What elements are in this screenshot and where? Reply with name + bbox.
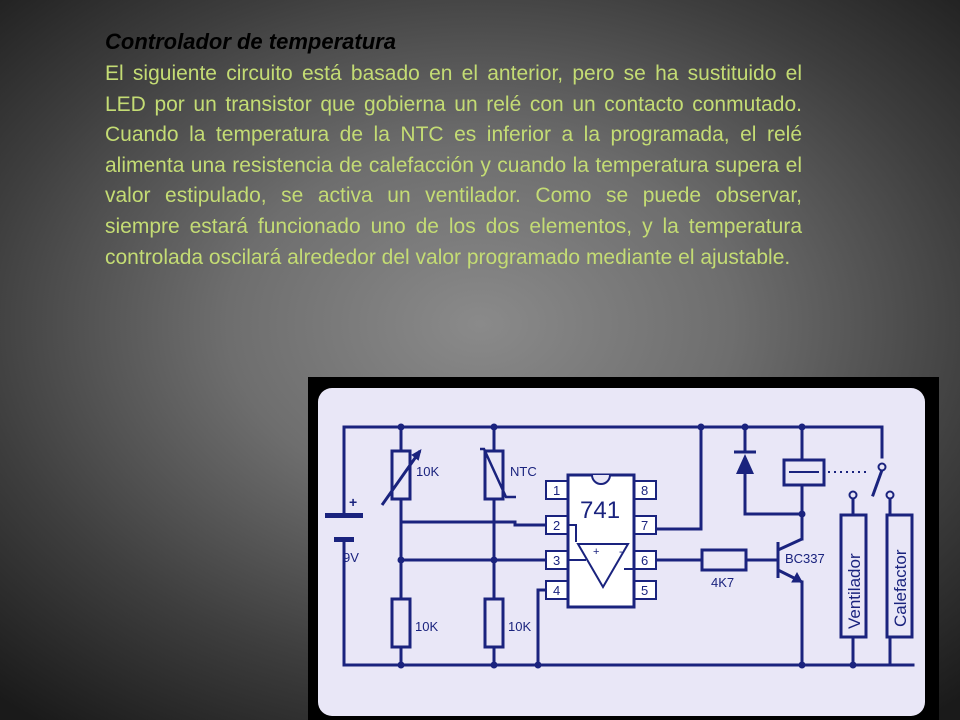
slide-title: Controlador de temperatura bbox=[105, 29, 396, 54]
battery-label: 9V bbox=[343, 550, 359, 565]
pin-4: 4 bbox=[553, 583, 561, 598]
ic-label: 741 bbox=[580, 497, 621, 524]
load-ventilador bbox=[841, 515, 866, 637]
resistor-right-label: 10K bbox=[508, 619, 532, 634]
pin-2: 2 bbox=[553, 518, 561, 533]
pin-1: 1 bbox=[553, 483, 561, 498]
load-calefactor bbox=[887, 515, 912, 637]
transistor-label: BC337 bbox=[785, 551, 825, 566]
load-ventilador-label: Ventilador bbox=[845, 553, 864, 629]
ntc-label: NTC bbox=[510, 464, 537, 479]
opamp-minus: - bbox=[619, 546, 623, 558]
battery-plus: + bbox=[349, 494, 358, 510]
circuit-diagram bbox=[308, 377, 939, 720]
resistor-left-label: 10K bbox=[415, 619, 439, 634]
pin-7: 7 bbox=[641, 518, 649, 533]
pin-5: 5 bbox=[641, 583, 649, 598]
pin-3: 3 bbox=[553, 553, 561, 568]
pin-6: 6 bbox=[641, 553, 649, 568]
relay-coil bbox=[784, 460, 824, 485]
load-calefactor-label: Calefactor bbox=[891, 549, 910, 627]
resistor-4k7-label: 4K7 bbox=[711, 575, 735, 590]
pin-8: 8 bbox=[641, 483, 649, 498]
slide-paragraph: El siguiente circuito está basado en el anterior, pero se ha sustituido el LED por un transistor que gobierna un relé con un contacto conmutado. Cuando la temperatura de la NTC es inferior a la programada, el relé alimenta una resistencia de calefacción y cuando la temperatura supera el valor estipulado, se activa un ventilador. Como se puede observar, siempre estará funcionado uno de los dos elementos, y la temperatura controlada oscilará alrededor del valor programado mediante el ajustable. bbox=[105, 62, 802, 269]
opamp-plus: + bbox=[593, 546, 600, 558]
pot-label: 10K bbox=[416, 464, 440, 479]
